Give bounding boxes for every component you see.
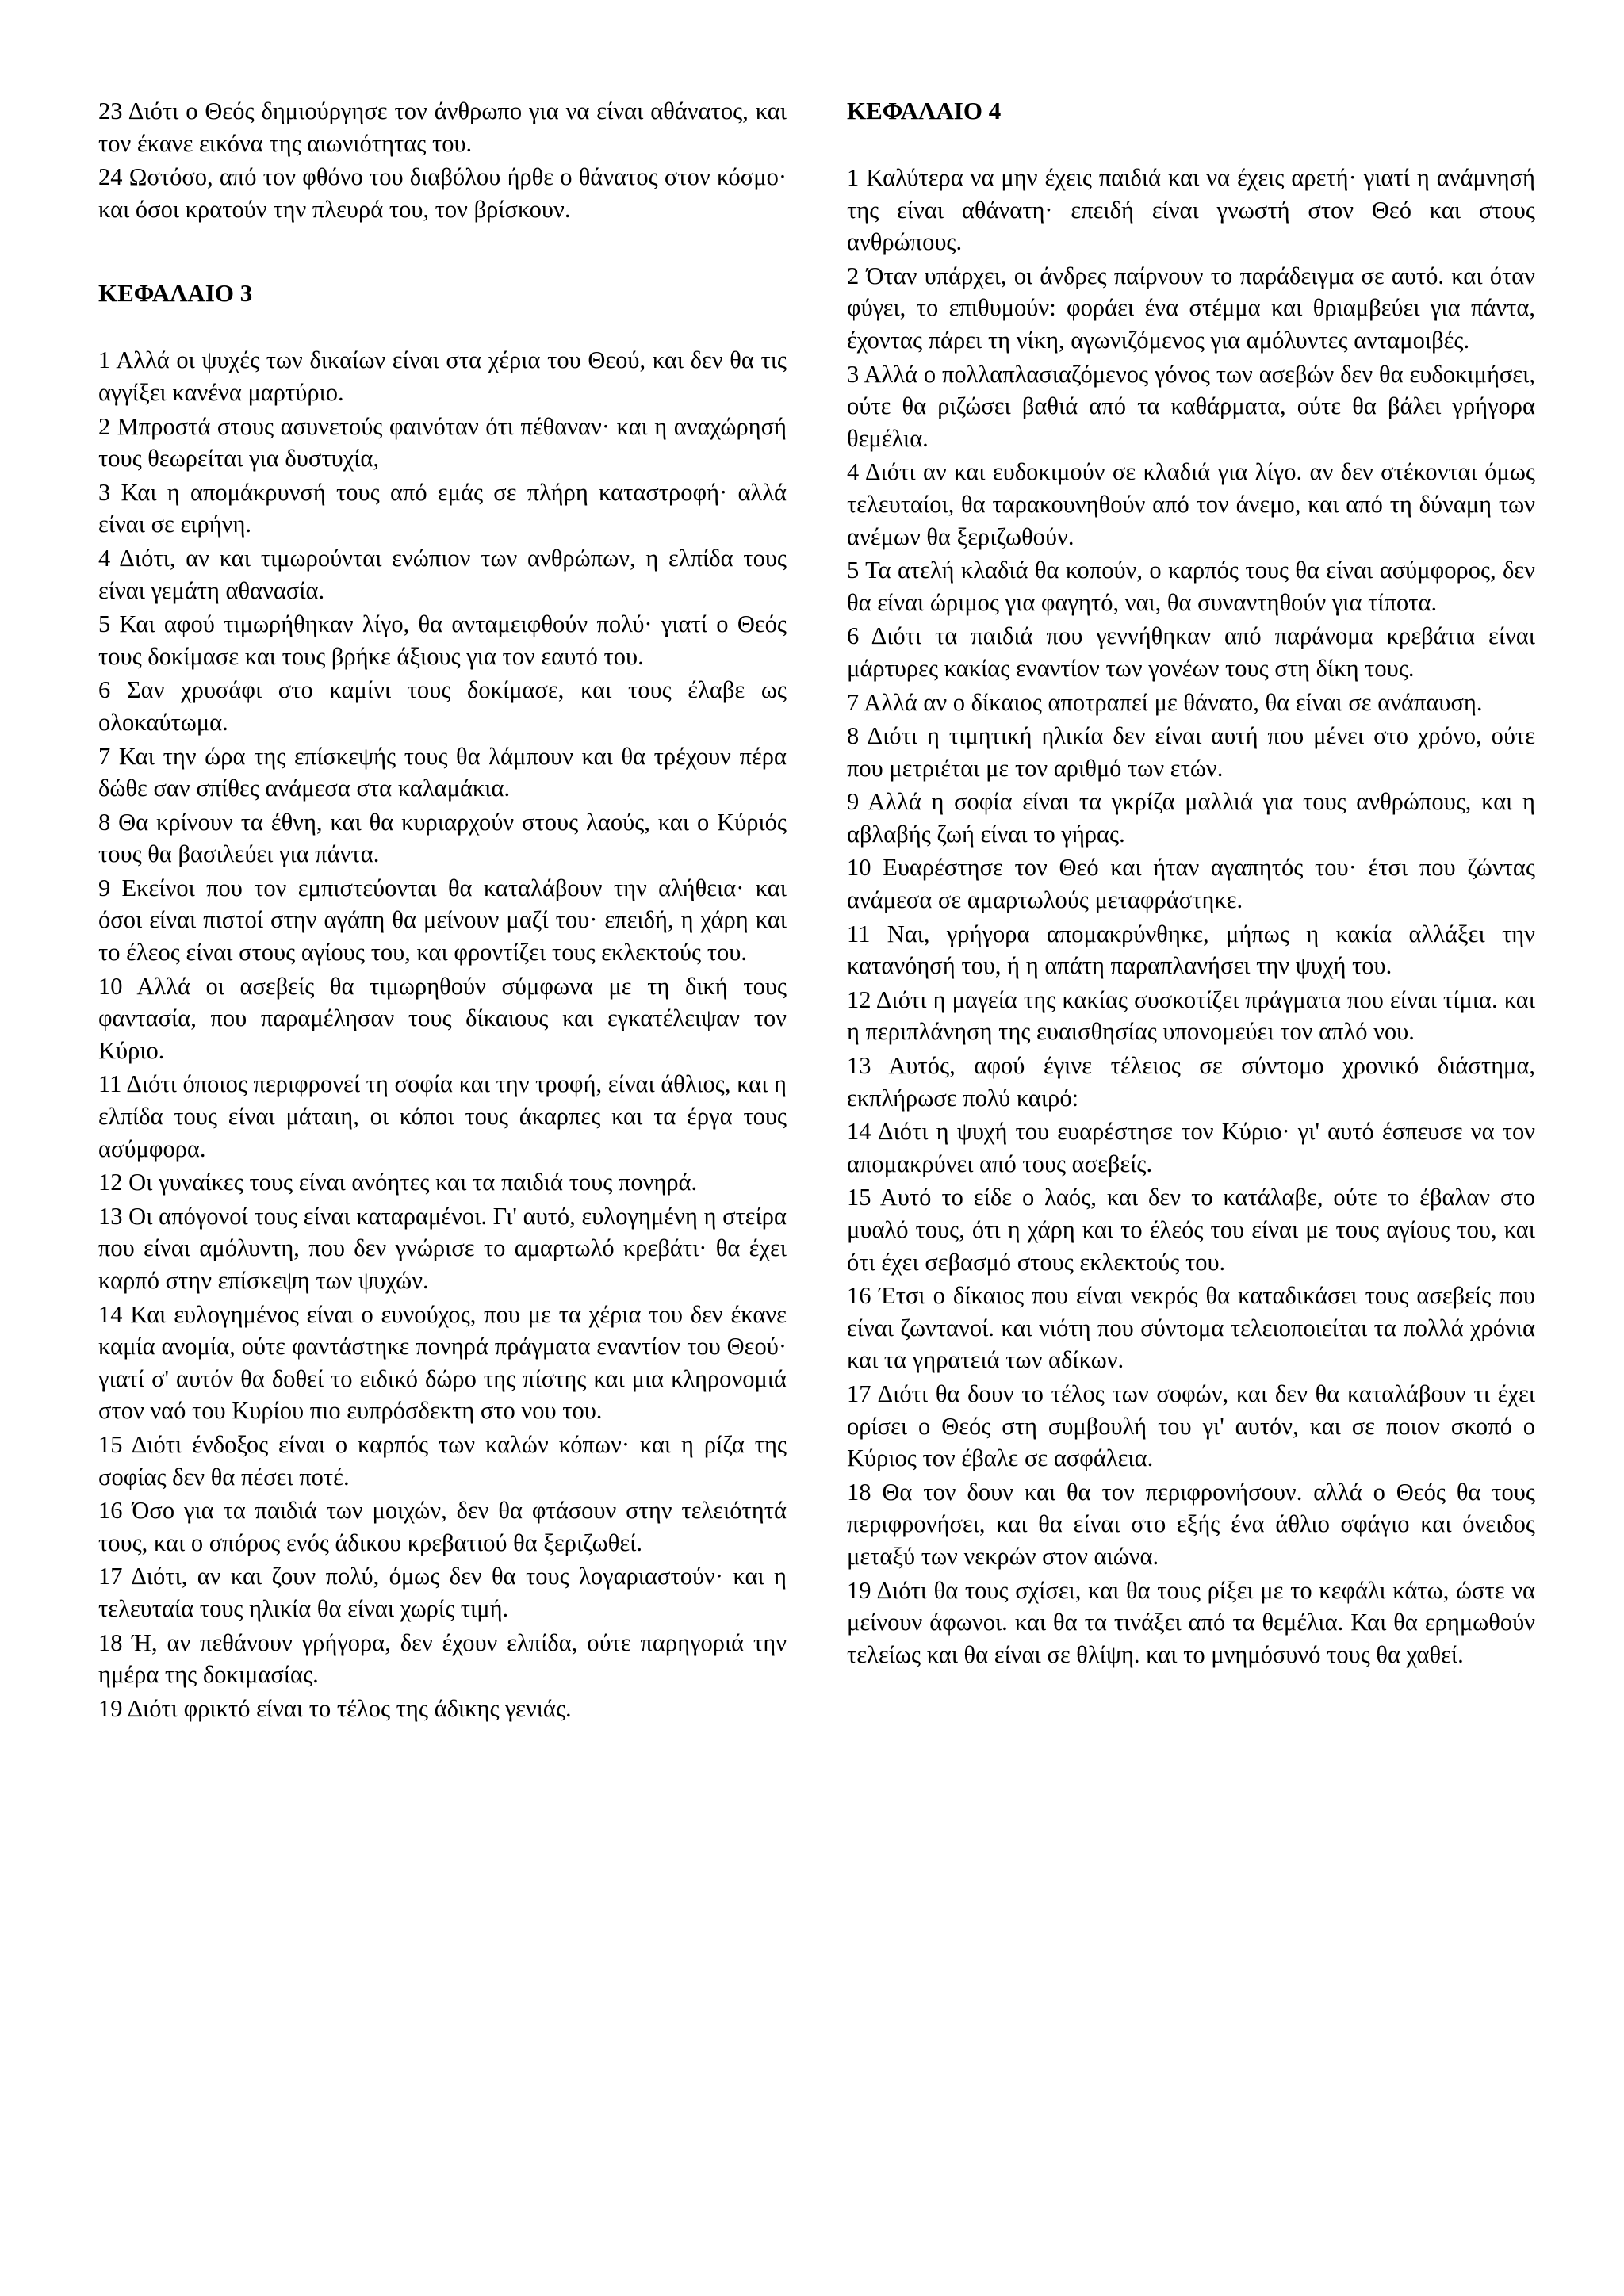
verse: 7 Και την ώρα της επίσκεψής τους θα λάμπουν και θα τρέχουν πέρα δώθε σαν σπίθες ανάμεσα στα καλαμάκια. <box>98 742 787 802</box>
left-column <box>98 95 787 1726</box>
verse: 4 Διότι, αν και τιμωρούνται ενώπιον των ανθρώπων, η ελπίδα τους είναι γεμάτη αθανασία. <box>98 544 787 604</box>
verse: 1 Καλύτερα να μην έχεις παιδιά και να έχεις αρετή· γιατί η ανάμνησή της είναι αθάνατη· επειδή είναι γνωστή στον Θεό και στους ανθρώπους. <box>847 164 1535 256</box>
verse: 23 Διότι ο Θεός δημιούργησε τον άνθρωπο για να είναι αθάνατος, και τον έκανε εικόνα της αιωνιότητας του. <box>98 98 787 157</box>
chapter-4-heading: ΚΕΦΑΛΑΙΟ 4 <box>847 97 1002 124</box>
verse: 2 Μπροστά στους ασυνετούς φαινόταν ότι πέθαναν· και η αναχώρησή τους θεωρείται για δυστυχία, <box>98 412 787 473</box>
verse: 10 Ευαρέστησε τον Θεό και ήταν αγαπητός του· έτσι που ζώντας ανάμεσα σε αμαρτωλούς μεταφράστηκε. <box>847 854 1535 914</box>
verse: 18 Ή, αν πεθάνουν γρήγορα, δεν έχουν ελπίδα, ούτε παρηγοριά την ημέρα της δοκιμασίας. <box>98 1628 787 1689</box>
verse: 18 Θα τον δουν και θα τον περιφρονήσουν. αλλά ο Θεός θα τους περιφρονήσει, και θα είναι στο εξής ένα άθλιο σφάγιο και όνειδος μεταξύ των νεκρών στον αιώνα. <box>847 1478 1535 1570</box>
verse: 6 Σαν χρυσάφι στο καμίνι τους δοκίμασε, και τους έλαβε ως ολοκαύτωμα. <box>98 676 787 736</box>
verse: 3 Και η απομάκρυνσή τους από εμάς σε πλήρη καταστροφή· αλλά είναι σε ειρήνη. <box>98 478 787 538</box>
verse: 16 Όσο για τα παιδιά των μοιχών, δεν θα φτάσουν στην τελειότητά τους, και ο σπόρος ενός άδικου κρεβατιού θα ξεριζωθεί. <box>98 1497 787 1556</box>
verse: 8 Διότι η τιμητική ηλικία δεν είναι αυτή που μένει στο χρόνο, ούτε που μετριέται με τον αριθμό των ετών. <box>847 722 1535 782</box>
verse: 9 Αλλά η σοφία είναι τα γκρίζα μαλλιά για τους ανθρώπους, και η αβλαβής ζωή είναι το γήρας. <box>847 788 1535 848</box>
verse: 15 Αυτό το είδε ο λαός, και δεν το κατάλαβε, ούτε το έβαλαν στο μυαλό τους, ότι η χάρη και το έλεός του είναι με τους αγίους του, και ότι έχει σεβασμό στους εκλεκτούς του. <box>847 1184 1535 1276</box>
verse: 5 Και αφού τιμωρήθηκαν λίγο, θα ανταμειφθούν πολύ· γιατί ο Θεός τους δοκίμασε και τους βρήκε άξιους για τον εαυτό του. <box>98 610 787 670</box>
verse: 3 Αλλά ο πολλαπλασιαζόμενος γόνος των ασεβών δεν θα ευδοκιμήσει, ούτε θα ριζώσει βαθιά από τα καθάρματα, ούτε θα βάλει γρήγορα θεμέλια. <box>847 360 1535 452</box>
verse: 19 Διότι φρικτό είναι το τέλος της άδικης γενιάς. <box>98 1694 572 1722</box>
verse: 11 Διότι όποιος περιφρονεί τη σοφία και την τροφή, είναι άθλιος, και η ελπίδα τους είναι μάταιη, οι κόποι τους άκαρπες και τα έργα τους ασύμφορα. <box>98 1070 787 1162</box>
verse: 13 Αυτός, αφού έγινε τέλειος σε σύντομο χρονικό διάστημα, εκπλήρωσε πολύ καιρό: <box>847 1052 1535 1112</box>
verse: 14 Διότι η ψυχή του ευαρέστησε τον Κύριο· γι' αυτό έσπευσε να τον απομακρύνει από τους ασεβείς. <box>847 1118 1535 1177</box>
verse: 9 Εκείνοι που τον εμπιστεύονται θα καταλάβουν την αλήθεια· και όσοι είναι πιστοί στην αγάπη θα μείνουν μαζί του· επειδή, η χάρη και το έλεος είναι στους αγίους του, και φροντίζει τους εκλεκτούς του. <box>98 874 787 966</box>
verse: 12 Οι γυναίκες τους είναι ανόητες και τα παιδιά τους πονηρά. <box>98 1169 698 1196</box>
verse: 17 Διότι θα δουν το τέλος των σοφών, και δεν θα καταλάβουν τι έχει ορίσει ο Θεός στη συμβουλή του γι' αυτόν, και σε ποιον σκοπό ο Κύριος τον έβαλε σε ασφάλεια. <box>847 1380 1535 1472</box>
verse: 4 Διότι αν και ευδοκιμούν σε κλαδιά για λίγο. αν δεν στέκονται όμως τελευταίοι, θα ταρακουνηθούν από τον άνεμο, και από τη δύναμη των ανέμων θα ξεριζωθούν. <box>847 458 1535 550</box>
verse: 8 Θα κρίνουν τα έθνη, και θα κυριαρχούν στους λαούς, και ο Κύριός τους θα βασιλεύει για πάντα. <box>98 808 787 868</box>
verse: 12 Διότι η μαγεία της κακίας συσκοτίζει πράγματα που είναι τίμια. και η περιπλάνηση της ευαισθησίας υπονομεύει τον απλό νου. <box>847 985 1535 1046</box>
verse: 16 Έτσι ο δίκαιος που είναι νεκρός θα καταδικάσει τους ασεβείς που είναι ζωντανοί. και νιότη που σύντομα τελειοποιείται τα πολλά χρόνια και τα γηρατειά των αδίκων. <box>847 1282 1535 1374</box>
verse: 5 Τα ατελή κλαδιά θα κοπούν, ο καρπός τους θα είναι ασύμφορος, δεν θα είναι ώριμος για φαγητό, ναι, θα συναντηθούν για τίποτα. <box>847 557 1535 616</box>
verse: 15 Διότι ένδοξος είναι ο καρπός των καλών κόπων· και η ρίζα της σοφίας δεν θα πέσει ποτέ. <box>98 1430 787 1490</box>
right-column <box>847 95 1535 1672</box>
verse: 10 Αλλά οι ασεβείς θα τιμωρηθούν σύμφωνα με τη δική τους φαντασία, που παραμέλησαν τους δίκαιους και εγκατέλειψαν τον Κύριο. <box>98 972 787 1064</box>
verse: 1 Αλλά οι ψυχές των δικαίων είναι στα χέρια του Θεού, και δεν θα τις αγγίξει κανένα μαρτύριο. <box>98 346 787 406</box>
verse: 14 Και ευλογημένος είναι ο ευνούχος, που με τα χέρια του δεν έκανε καμία ανομία, ούτε φαντάστηκε πονηρά πράγματα εναντίον του Θεού· γιατί σ' αυτόν θα δοθεί το ειδικό δώρο της πίστης και μια κληρονομιά στον ναό του Κυρίου πιο ευπρόσδεκτη στο νου του. <box>98 1300 787 1425</box>
verse: 19 Διότι θα τους σχίσει, και θα τους ρίξει με το κεφάλι κάτω, ώστε να μείνουν άφωνοι. και θα τα τινάξει από τα θεμέλια. Και θα ερημωθούν τελείως και θα είναι σε θλίψη. και το μνημόσυνό τους θα χαθεί. <box>847 1576 1535 1668</box>
chapter-3-heading: ΚΕΦΑΛΑΙΟ 3 <box>98 279 253 308</box>
verse: 7 Αλλά αν ο δίκαιος αποτραπεί με θάνατο, θα είναι σε ανάπαυση. <box>847 688 1483 716</box>
verse: 17 Διότι, αν και ζουν πολύ, όμως δεν θα τους λογαριαστούν· και η τελευταία τους ηλικία θα είναι χωρίς τιμή. <box>98 1563 787 1622</box>
verse: 11 Ναι, γρήγορα απομακρύνθηκε, μήπως η κακία αλλάξει την κατανόησή του, ή η απάτη παραπλανήσει την ψυχή του. <box>847 920 1535 980</box>
verse: 6 Διότι τα παιδιά που γεννήθηκαν από παράνομα κρεβάτια είναι μάρτυρες κακίας εναντίον των γονέων τους στη δίκη τους. <box>847 622 1535 682</box>
verse: 2 Όταν υπάρχει, οι άνδρες παίρνουν το παράδειγμα σε αυτό. και όταν φύγει, το επιθυμούν: φοράει ένα στέμμα και θριαμβεύει για πάντα, έχοντας πάρει τη νίκη, αγωνιζόμενος για αμόλυντες ανταμοιβές. <box>847 262 1535 354</box>
verse: 24 Ωστόσο, από τον φθόνο του διαβόλου ήρθε ο θάνατος στον κόσμο· και όσοι κρατούν την πλευρά του, τον βρίσκουν. <box>98 163 787 223</box>
verse: 13 Οι απόγονοί τους είναι καταραμένοι. Γι' αυτό, ευλογημένη η στείρα που είναι αμόλυντη, που δεν γνώρισε το αμαρτωλό κρεβάτι· θα έχει καρπό στην επίσκεψη των ψυχών. <box>98 1202 787 1294</box>
